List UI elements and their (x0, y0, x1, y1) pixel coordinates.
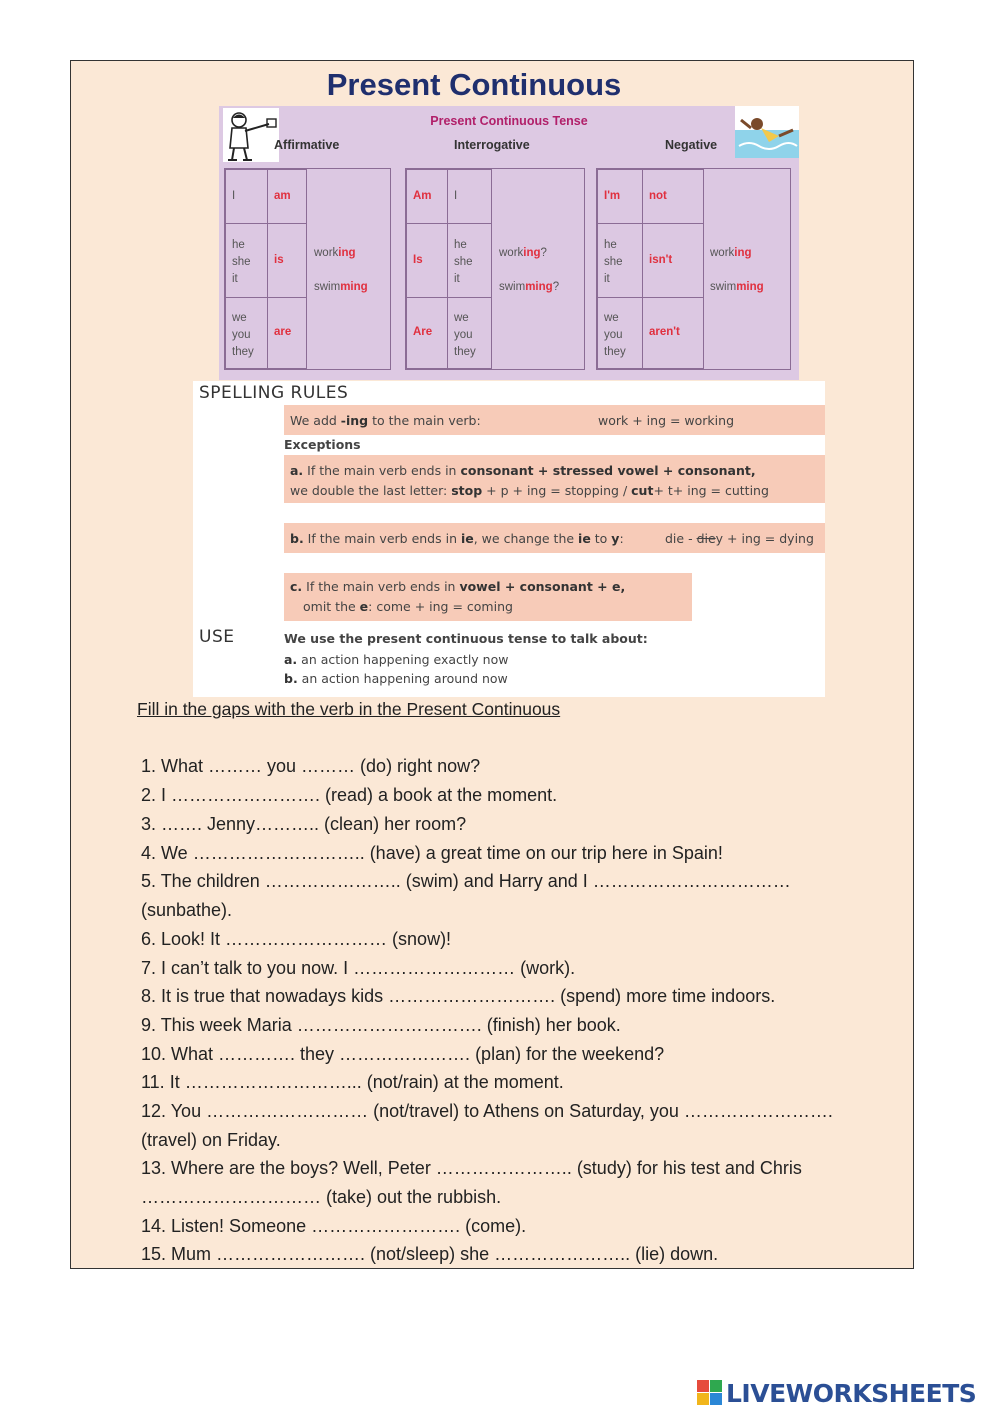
exercise-line: 13. Where are the boys? Well, Peter ………………….. (study) for his test and Chris (141, 1158, 802, 1178)
affirmative-table (224, 168, 391, 370)
use-heading: USE (199, 627, 235, 647)
exercise-line: 3. ……. Jenny……….. (clean) her room? (141, 814, 467, 834)
grammar-chart (219, 106, 799, 380)
exercise-line: 9. This week Maria …………………………. (finish) her book. (141, 1015, 621, 1035)
rule-b: b. If the main verb ends in ie, we change the ie to y: (290, 531, 624, 546)
verb-swimming: swimming (314, 281, 368, 293)
interrogative-heading: Interrogative (454, 138, 530, 152)
liveworksheets-logo-icon (697, 1380, 723, 1406)
rule-b-example: die - diey + ing = dying (665, 531, 814, 546)
exercise-instruction: Fill in the gaps with the verb in the Present Continuous (137, 699, 561, 719)
exercise-line: 15. Mum ……………………. (not/sleep) she ………………….. (lie) down. (141, 1244, 719, 1264)
verb-working-negative: working (710, 247, 752, 259)
rule-c-line1: c. If the main verb ends in vowel + consonant + e, (290, 579, 626, 594)
exercise-line: (sunbathe). (141, 900, 233, 920)
verb-working: working (314, 247, 356, 259)
page-title: Present Continuous (326, 67, 622, 102)
worksheet-page (70, 60, 914, 1269)
spelling-rules-box (193, 381, 825, 697)
subject-cell: I (454, 190, 458, 202)
subject-cell: I'm (604, 190, 621, 202)
affirmative-heading: Affirmative (274, 138, 340, 152)
exercise-line: (travel) on Friday. (141, 1130, 281, 1150)
subject-cell: he she it (232, 239, 251, 285)
exercise-line: 7. I can’t talk to you now. I ……………………… (work). (141, 958, 576, 978)
exercise-line: 10. What …………. they …………………. (plan) for the weekend? (141, 1044, 665, 1064)
negative-heading: Negative (665, 138, 718, 152)
exercise-line: 4. We ……………………….. (have) a great time on our trip here in Spain! (141, 843, 723, 863)
aux-cell: are (274, 326, 292, 338)
aux-cell: am (274, 190, 291, 202)
spelling-rules-heading: SPELLING RULES (199, 383, 349, 403)
aux-cell: Are (413, 326, 433, 338)
subject-cell: we you they (454, 312, 476, 358)
exercise-line: 1. What ……… you ……… (do) right now? (141, 756, 481, 776)
exceptions-label: Exceptions (284, 437, 361, 452)
exercise-line: 12. You ……………………… (not/travel) to Athens on Saturday, you ……………………. (141, 1101, 833, 1121)
rule-main: We add -ing to the main verb: (290, 413, 481, 428)
liveworksheets-logo-text: LIVEWORKSHEETS (726, 1378, 977, 1408)
exercise-line: 14. Listen! Someone ……………………. (come). (141, 1216, 527, 1236)
aux-cell: Is (413, 254, 423, 266)
use-intro: We use the present continuous tense to talk about: (284, 631, 648, 646)
rule-main-example: work + ing = working (598, 413, 734, 428)
subject-cell: he she it (604, 239, 623, 285)
interrogative-table (405, 168, 585, 370)
chart-heading: Present Continuous Tense (430, 114, 588, 128)
verb-swimming-question: swimming? (499, 281, 560, 293)
exercise-line: 5. The children ………………….. (swim) and Harry and I …………………………… (141, 871, 791, 891)
liveworksheets-logo[interactable] (697, 1376, 976, 1410)
aux-cell: isn't (649, 254, 673, 266)
use-b: b. an action happening around now (284, 671, 508, 686)
subject-cell: I (232, 190, 236, 202)
verb-swimming-negative: swimming (710, 281, 764, 293)
subject-cell: we you they (604, 312, 626, 358)
rule-a-line1: a. If the main verb ends in consonant + stressed vowel + consonant, (290, 463, 756, 478)
subject-cell: he she it (454, 239, 473, 285)
exercise-line: 6. Look! It ……………………… (snow)! (141, 929, 452, 949)
subject-cell: we you they (232, 312, 254, 358)
exercise-line: 11. It ………………………... (not/rain) at the moment. (141, 1072, 564, 1092)
aux-cell: aren't (649, 326, 680, 338)
rule-a-line2: we double the last letter: stop + p + ing = stopping / cut+ t+ ing = cutting (290, 483, 769, 498)
rule-c-line2: omit the e: come + ing = coming (303, 599, 513, 614)
aux-cell: Am (413, 190, 432, 202)
use-a: a. an action happening exactly now (284, 652, 509, 667)
exercise-line: ………………………… (take) out the rubbish. (141, 1187, 502, 1207)
exercise-line: 8. It is true that nowadays kids ………………………. (spend) more time indoors. (141, 986, 776, 1006)
exercise-line: 2. I ……………………. (read) a book at the moment. (141, 785, 558, 805)
aux-cell: is (274, 254, 284, 266)
verb-working-question: working? (499, 247, 547, 259)
negative-table (596, 168, 791, 370)
aux-cell: not (649, 190, 667, 202)
